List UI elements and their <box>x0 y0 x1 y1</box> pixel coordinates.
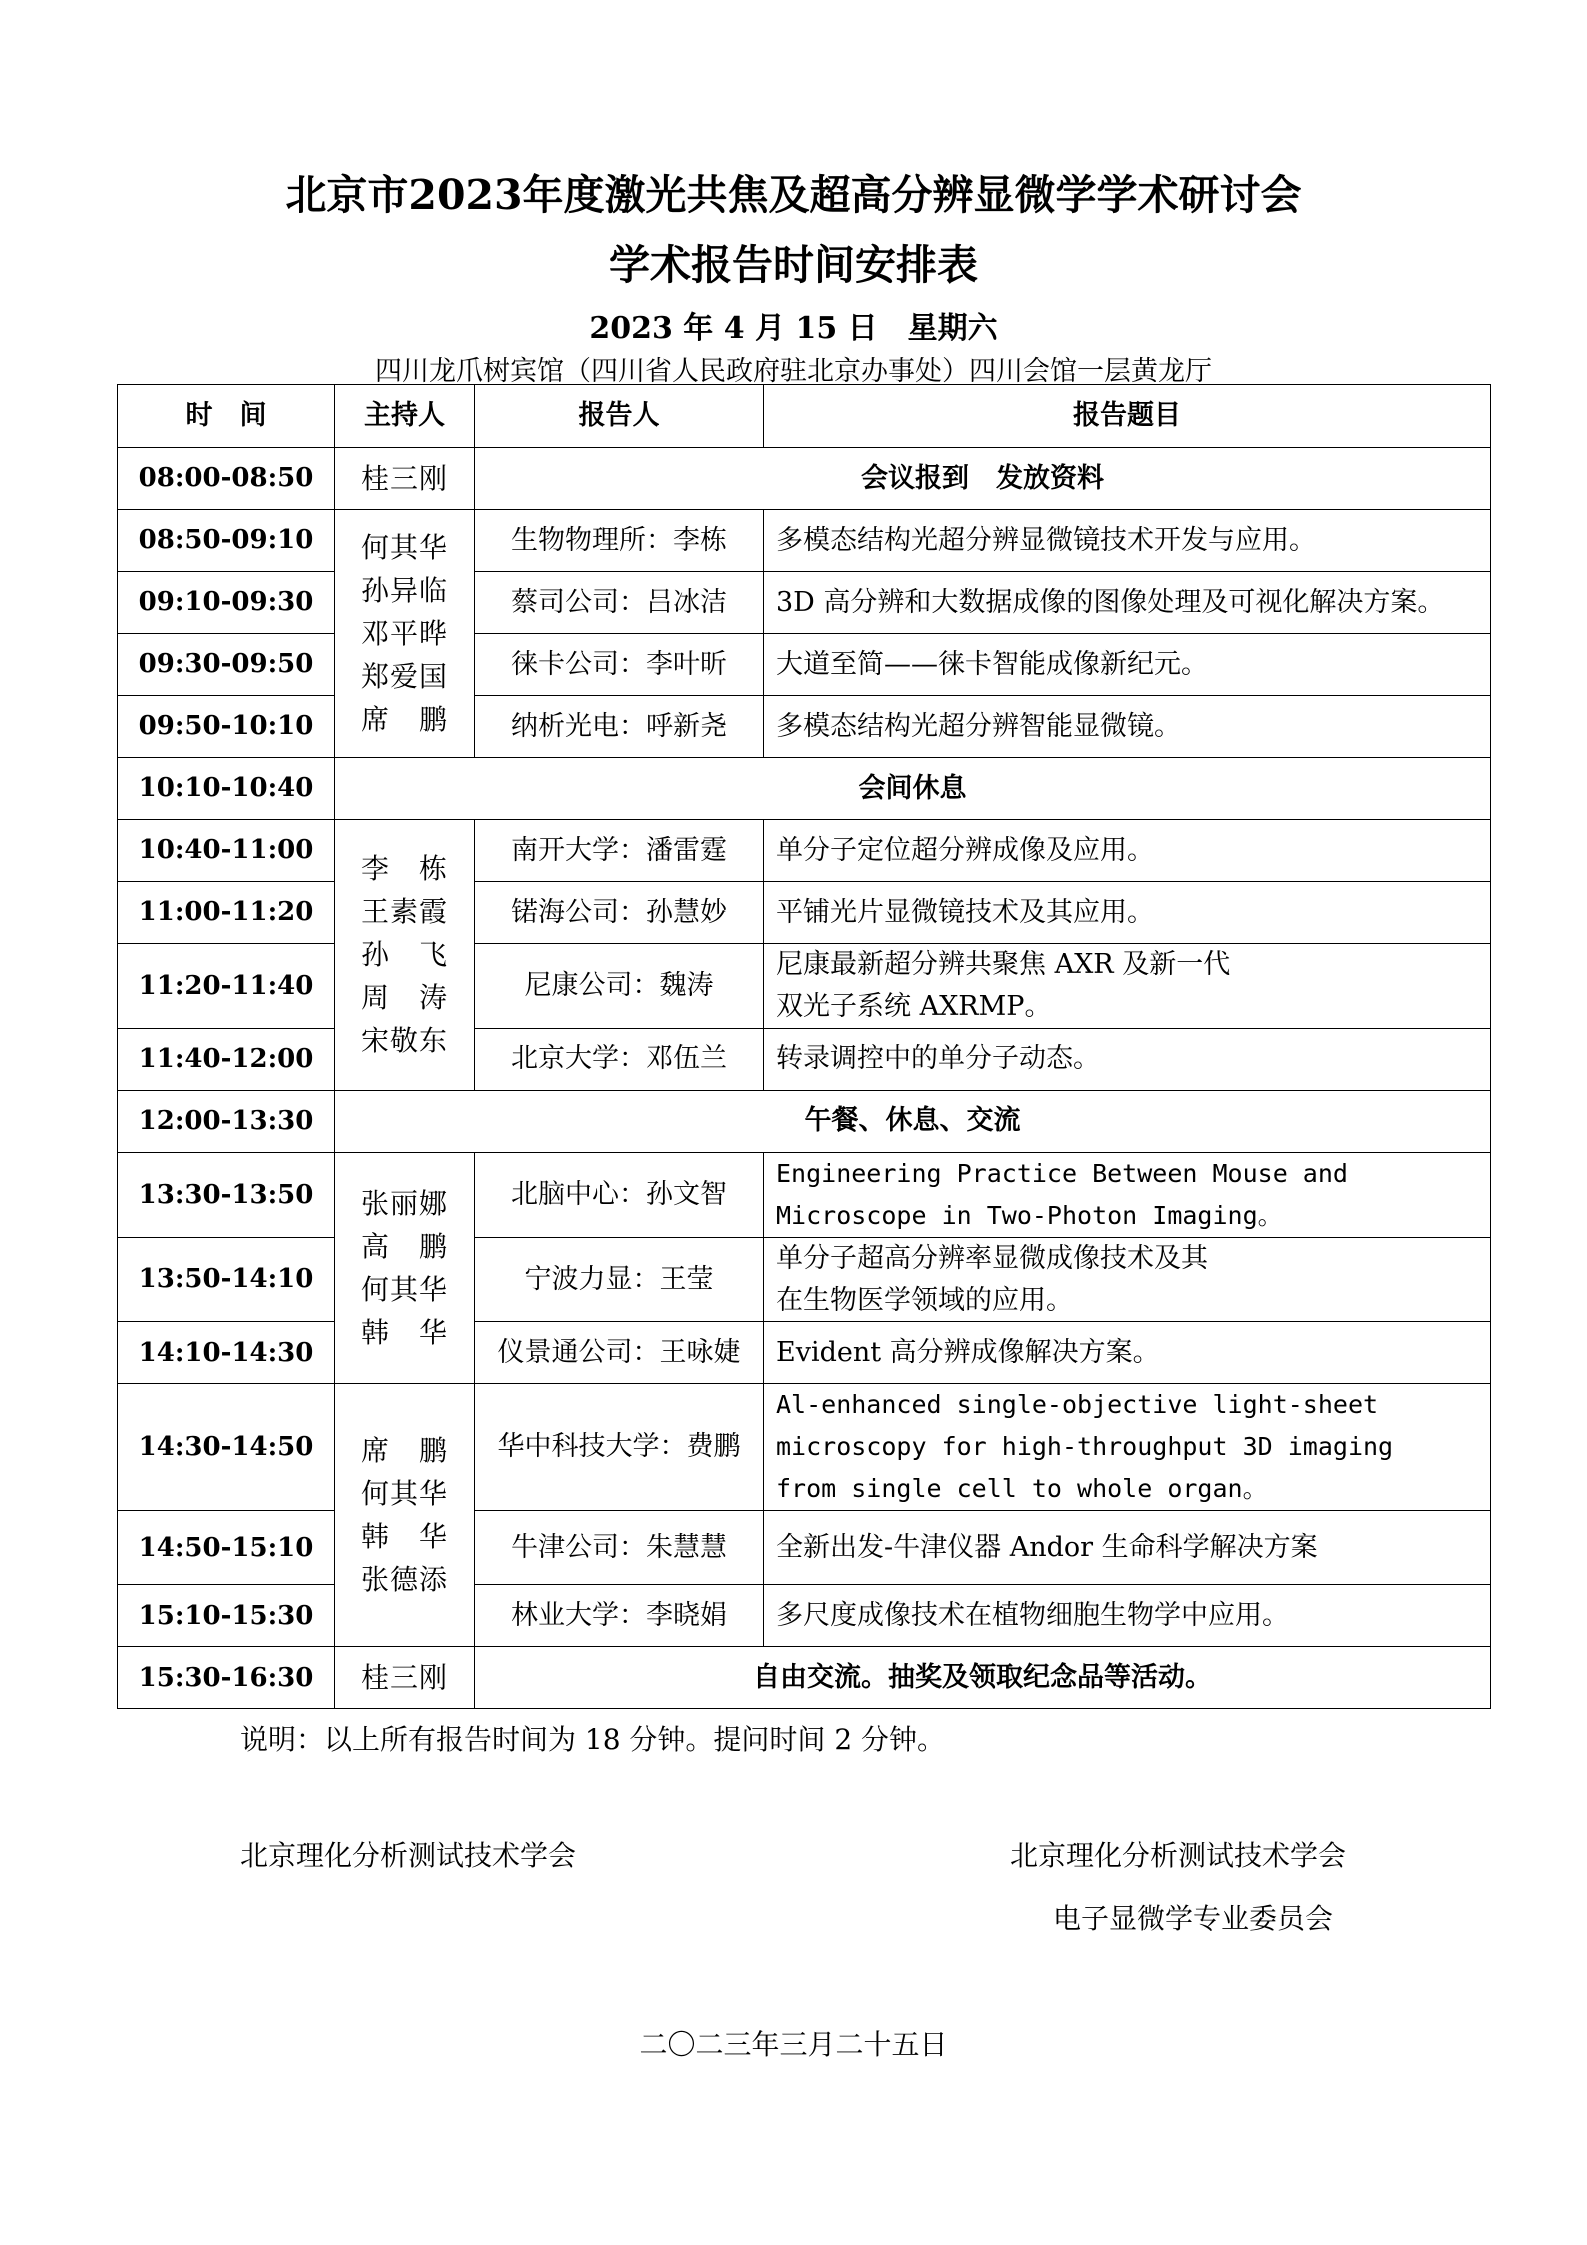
host-name: 何其华 <box>360 1477 448 1511</box>
host-name: 韩 华 <box>360 1520 448 1554</box>
topic-line: 大道至简——徕卡智能成像新纪元。 <box>776 648 1208 680</box>
time-cell: 09:10-09:30 <box>118 572 335 634</box>
topic-cell <box>764 1384 1491 1511</box>
time-cell: 11:40-12:00 <box>118 1028 335 1090</box>
topic-cell <box>764 1152 1491 1237</box>
host-name: 周 涛 <box>360 981 448 1015</box>
reporter-cell: 宁波力显：王莹 <box>475 1237 764 1322</box>
footnote: 说明：以上所有报告时间为 18 分钟。提问时间 2 分钟。 <box>240 1723 946 1756</box>
topic-cell <box>764 510 1491 572</box>
table-header-row <box>118 385 1491 448</box>
time-cell: 09:30-09:50 <box>118 634 335 696</box>
host-cell <box>335 820 475 1091</box>
table-row <box>118 1152 1491 1237</box>
time-cell: 13:30-13:50 <box>118 1152 335 1237</box>
topic-cell <box>764 1585 1491 1647</box>
topic-line: Evident 高分辨成像解决方案。 <box>776 1336 1160 1368</box>
topic-line: 多模态结构光超分辨显微镜技术开发与应用。 <box>776 524 1316 556</box>
topic-cell <box>764 1028 1491 1090</box>
time-cell: 11:00-11:20 <box>118 882 335 944</box>
topic-line: 转录调控中的单分子动态。 <box>776 1043 1100 1075</box>
reporter-cell: 尼康公司：魏涛 <box>475 944 764 1029</box>
header-time: 时 间 <box>118 385 335 448</box>
table-row <box>118 1511 1491 1585</box>
host-name: 何其华 <box>360 1273 448 1307</box>
host-cell <box>335 1152 475 1384</box>
topic-line: 尼康最新超分辨共聚焦 AXR 及新一代 <box>776 949 1231 980</box>
table-row <box>118 448 1491 510</box>
page-title: 北京市2023年度激光共焦及超高分辨显微学学术研讨会 <box>285 171 1302 219</box>
time-cell: 15:30-16:30 <box>118 1647 335 1709</box>
time-cell: 14:10-14:30 <box>118 1322 335 1384</box>
topic-line: 单分子定位超分辨成像及应用。 <box>776 834 1154 866</box>
table-row <box>118 1647 1491 1709</box>
topic-cell <box>764 944 1491 1029</box>
host-cell: 桂三刚 <box>335 1647 475 1709</box>
time-cell: 14:50-15:10 <box>118 1511 335 1585</box>
session-cell: 自由交流。抽奖及领取纪念品等活动。 <box>475 1647 1491 1709</box>
session-cell: 会间休息 <box>335 758 1491 820</box>
session-cell: 会议报到 发放资料 <box>475 448 1491 510</box>
host-name: 席 鹏 <box>360 1434 448 1468</box>
table-row <box>118 1028 1491 1090</box>
host-cell <box>335 510 475 758</box>
table-row <box>118 510 1491 572</box>
time-cell: 10:10-10:40 <box>118 758 335 820</box>
page-subtitle: 学术报告时间安排表 <box>609 241 978 289</box>
table-row <box>118 1237 1491 1322</box>
time-cell: 10:40-11:00 <box>118 820 335 882</box>
table-row <box>118 1585 1491 1647</box>
topic-line: from single cell to whole organ。 <box>776 1474 1268 1504</box>
host-name: 张丽娜 <box>360 1187 448 1221</box>
reporter-cell: 生物物理所：李栋 <box>475 510 764 572</box>
header-topic: 报告题目 <box>764 385 1491 448</box>
topic-cell <box>764 696 1491 758</box>
host-name: 张德添 <box>360 1563 448 1597</box>
host-name: 何其华 <box>360 531 448 564</box>
table-row <box>118 758 1491 820</box>
table-row <box>118 1322 1491 1384</box>
table-row <box>118 1384 1491 1511</box>
reporter-cell: 锘海公司：孙慧妙 <box>475 882 764 944</box>
topic-cell <box>764 882 1491 944</box>
topic-cell <box>764 572 1491 634</box>
host-name: 王素霞 <box>360 895 448 929</box>
reporter-cell: 北京大学：邓伍兰 <box>475 1028 764 1090</box>
host-name: 孙 飞 <box>360 938 448 972</box>
organizer-left: 北京理化分析测试技术学会 <box>240 1839 577 1872</box>
schedule-table <box>117 384 1491 1709</box>
time-cell: 08:50-09:10 <box>118 510 335 572</box>
event-venue: 四川龙爪树宾馆（四川省人民政府驻北京办事处）四川会馆一层黄龙厅 <box>375 356 1212 387</box>
table-row <box>118 882 1491 944</box>
event-date: 2023 年 4 月 15 日 星期六 <box>589 311 998 346</box>
host-name: 邓平晔 <box>360 617 448 650</box>
organizer-right-committee: 电子显微学专业委员会 <box>1053 1902 1334 1935</box>
header-host: 主持人 <box>335 385 475 448</box>
time-cell: 12:00-13:30 <box>118 1090 335 1152</box>
reporter-cell: 林业大学：李晓娟 <box>475 1585 764 1647</box>
table-row <box>118 1090 1491 1152</box>
reporter-cell: 纳析光电：呼新尧 <box>475 696 764 758</box>
reporter-cell: 徕卡公司：李叶昕 <box>475 634 764 696</box>
topic-line: 全新出发-牛津仪器 Andor 生命科学解决方案 <box>776 1531 1318 1563</box>
host-name: 孙异临 <box>360 574 448 607</box>
reporter-cell: 南开大学：潘雷霆 <box>475 820 764 882</box>
topic-line: microscopy for high-throughput 3D imaging <box>776 1432 1394 1462</box>
host-name: 韩 华 <box>360 1316 448 1350</box>
reporter-cell: 牛津公司：朱慧慧 <box>475 1511 764 1585</box>
topic-cell <box>764 1237 1491 1322</box>
table-row <box>118 944 1491 1029</box>
reporter-cell: 蔡司公司：吕冰洁 <box>475 572 764 634</box>
topic-cell <box>764 634 1491 696</box>
table-row <box>118 820 1491 882</box>
organizer-right: 北京理化分析测试技术学会 <box>1010 1839 1347 1872</box>
time-cell: 11:20-11:40 <box>118 944 335 1029</box>
host-cell <box>335 1384 475 1647</box>
topic-line: 在生物医学领域的应用。 <box>776 1284 1073 1316</box>
host-name: 宋敬东 <box>360 1024 448 1058</box>
topic-line: 3D 高分辨和大数据成像的图像处理及可视化解决方案。 <box>776 586 1445 618</box>
time-cell: 15:10-15:30 <box>118 1585 335 1647</box>
topic-line: 单分子超高分辨率显微成像技术及其 <box>776 1242 1208 1274</box>
topic-line: Engineering Practice Between Mouse and <box>776 1158 1348 1188</box>
topic-line: 平铺光片显微镜技术及其应用。 <box>776 896 1154 928</box>
schedule-body <box>118 448 1491 1709</box>
host-name: 李 栋 <box>360 852 448 886</box>
topic-cell <box>764 820 1491 882</box>
topic-line: Microscope in Two-Photon Imaging。 <box>776 1200 1283 1230</box>
host-name: 高 鹏 <box>360 1230 448 1264</box>
table-row <box>118 696 1491 758</box>
table-row <box>118 634 1491 696</box>
topic-line: 双光子系统 AXRMP。 <box>776 990 1052 1022</box>
time-cell: 09:50-10:10 <box>118 696 335 758</box>
topic-line: 多尺度成像技术在植物细胞生物学中应用。 <box>776 1599 1289 1631</box>
host-name: 郑爱国 <box>360 660 448 693</box>
topic-line: Al-enhanced single-objective light-sheet <box>776 1390 1379 1420</box>
reporter-cell: 北脑中心：孙文智 <box>475 1152 764 1237</box>
reporter-cell: 华中科技大学：费鹏 <box>475 1384 764 1511</box>
host-name: 席 鹏 <box>360 703 448 736</box>
signature-date: 二〇二三年三月二十五日 <box>639 2028 948 2061</box>
table-row <box>118 572 1491 634</box>
host-cell: 桂三刚 <box>335 448 475 510</box>
time-cell: 14:30-14:50 <box>118 1384 335 1511</box>
topic-cell <box>764 1511 1491 1585</box>
time-cell: 13:50-14:10 <box>118 1237 335 1322</box>
topic-line: 多模态结构光超分辨智能显微镜。 <box>776 710 1181 742</box>
topic-cell <box>764 1322 1491 1384</box>
session-cell: 午餐、休息、交流 <box>335 1090 1491 1152</box>
time-cell: 08:00-08:50 <box>118 448 335 510</box>
reporter-cell: 仪景通公司：王咏婕 <box>475 1322 764 1384</box>
header-reporter: 报告人 <box>475 385 764 448</box>
